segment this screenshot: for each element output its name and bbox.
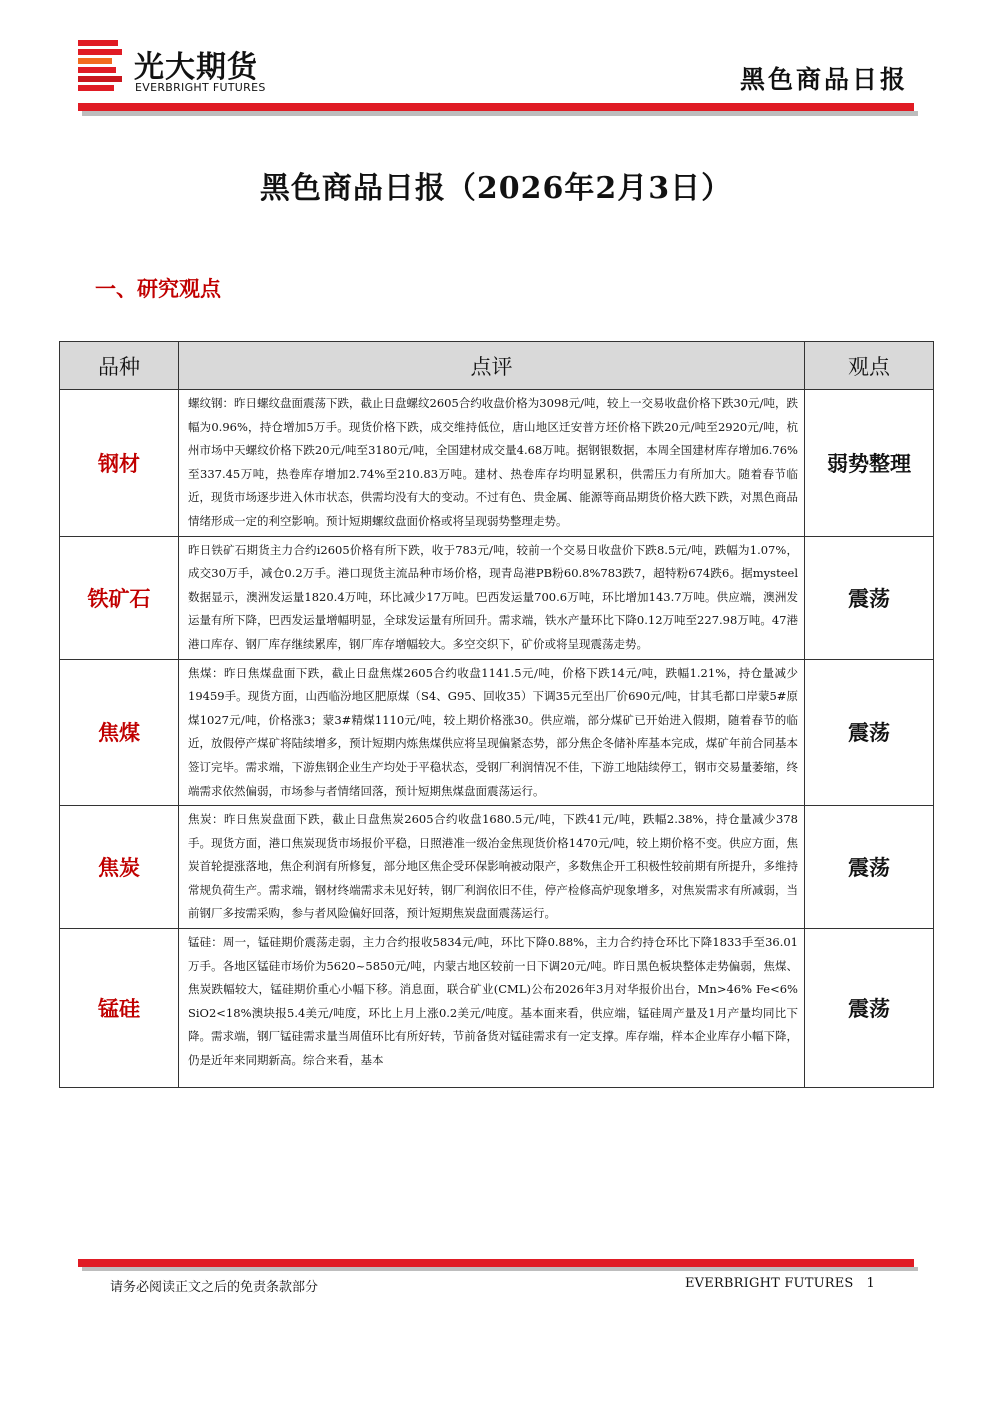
document-title: 黑色商品日报（2026年2月3日） [259,171,733,206]
page-number: 1 [866,1276,875,1291]
view-cell: 震荡 [805,536,934,659]
comment-cell: 螺纹钢：昨日螺纹盘面震荡下跌，截止日盘螺纹2605合约收盘价格为3098元/吨，较上一交易收盘价格下跌30元/吨，跌幅为0.96%，持仓增加5万手。现货价格下跌，成交维持低位，唐山地区迁安普方坯价格下跌20元/吨至2920元/吨，杭州市场中天螺纹价格下跌20元/吨至3180元/吨，全国建材成交量4.68万吨。据钢银数据，本周全国建材库存增加6.76%至337.45万吨，热卷库存增加2.74%至210.83万吨。建材、热卷库存均明显累积，供需压力有所加大。随着春节临近，现货市场逐步进入休市状态，供需均没有大的变动。不过有色、贵金属、能源等商品期货价格大跌下跌，对黑色商品情绪形成一定的利空影响。预计短期螺纹盘面价格或将呈现弱势整理走势。 [179,390,805,537]
variety-cell: 焦炭 [60,806,179,929]
header-variety: 品种 [60,342,179,390]
company-logo [78,40,298,100]
logo-chinese-name: 光大期货 [134,50,258,85]
variety-cell: 焦煤 [60,659,179,806]
comment-cell: 焦炭：昨日焦炭盘面下跌，截止日盘焦炭2605合约收盘1680.5元/吨，下跌41元/吨，跌幅2.38%，持仓量减少378手。现货方面，港口焦炭现货市场报价平稳，日照港准一级冶金焦现货价格1470元/吨，较上期价格不变。供应方面，焦炭首轮提涨落地，焦企利润有所修复，部分地区焦企受环保影响被动限产，多数焦企开工积极性较前期有所提升，多维持常规负荷生产。需求端，钢材终端需求未见好转，钢厂利润依旧不佳，停产检修高炉现象增多，对焦炭需求有所减弱，当前钢厂多按需采购，参与者风险偏好回落，预计短期焦炭盘面震荡运行。 [179,806,805,929]
table-row [60,390,934,537]
view-cell: 弱势整理 [805,390,934,537]
table-row [60,659,934,806]
report-type: 黑色商品日报 [739,65,908,94]
footer-brand: EVERBRIGHT FUTURES [684,1276,854,1291]
logo-english-name: EVERBRIGHT FUTURES [135,81,266,94]
variety-cell: 锰硅 [60,929,179,1088]
footer-divider-shadow [82,1267,918,1271]
header-divider [78,103,914,111]
table-row [60,929,934,1088]
header-view: 观点 [805,342,934,390]
view-cell: 震荡 [805,659,934,806]
section-heading: 一、研究观点 [95,277,221,301]
footer-disclaimer: 请务必阅读正文之后的免责条款部分 [110,1280,319,1295]
header-divider-shadow [82,111,918,116]
comment-cell [179,929,805,1088]
page-header [0,0,992,125]
comment-cell: 焦煤：昨日焦煤盘面下跌，截止日盘焦煤2605合约收盘1141.5元/吨，价格下跌14元/吨，跌幅1.21%，持仓量减少19459手。现货方面，山西临汾地区肥原煤（S4、G95、回收35）下调35元至出厂价690元/吨，甘其毛都口岸蒙5#原煤1027元/吨，价格涨3；蒙3#精煤1110元/吨，较上期价格涨30。供应端，部分煤矿已开始进入假期，随着春节的临近，放假停产煤矿将陆续增多，预计短期内炼焦煤供应将呈现偏紧态势，部分焦企冬储补库基本完成，煤矿年前合同基本签订完毕。需求端，下游焦钢企业生产均处于平稳状态，受钢厂利润情况不佳，下游工地陆续停工，钢市交易量萎缩，终端需求依然偏弱，市场参与者情绪回落，预计短期焦煤盘面震荡运行。 [179,659,805,806]
variety-cell: 铁矿石 [60,536,179,659]
comment-cell: 昨日铁矿石期货主力合约i2605价格有所下跌，收于783元/吨，较前一个交易日收盘价下跌8.5元/吨，跌幅为1.07%，成交30万手，减仓0.2万手。港口现货主流品种市场价格，现青岛港PB粉60.8%783跌7，超特粉674跌6。据mysteel数据显示，澳洲发运量1820.4万吨，环比减少17万吨。巴西发运量700.6万吨，环比增加143.7万吨。供应端，澳洲发运量有所下降，巴西发运量增幅明显，全球发运量有所回升。需求端，铁水产量环比下降0.12万吨至227.98万吨。47港港口库存、钢厂库存继续累库，钢厂库存增幅较大。多空交织下，矿价或将呈现震荡走势。 [179,536,805,659]
table-header-row [60,342,934,390]
table-row [60,806,934,929]
variety-cell: 钢材 [60,390,179,537]
view-cell: 震荡 [805,806,934,929]
research-view-table [59,341,934,1088]
footer-divider [78,1259,914,1267]
comment-text: 锰硅：周一，锰硅期价震荡走弱，主力合约报收5834元/吨，环比下降0.88%，主力合约持仓环比下降1833手至36.01万手。各地区锰硅市场价为5620~5850元/吨，内蒙古地区较前一日下调20元/吨。昨日黑色板块整体走势偏弱，焦煤、焦炭跌幅较大，锰硅期价重心小幅下移。消息面，联合矿业(CML)公布2026年3月对华报价出台，Mn>46% Fe<6% SiO2<18%澳块报5.4美元/吨度，环比上月上涨0.2美元/吨度。基本面来看，供应端，锰硅周产量及1月产量均同比下降。需求端，钢厂锰硅需求量当周值环比有所好转，节前备货对锰硅需求有一定支撑。库存端，样本企业库存小幅下降，仍是近年来同期新高。综合来看，基本 [188,935,798,1068]
footer-brand-page [685,1276,875,1291]
table-row [60,536,934,659]
logo-mark-icon [78,40,124,96]
view-cell: 震荡 [805,929,934,1088]
header-comment: 点评 [179,342,805,390]
